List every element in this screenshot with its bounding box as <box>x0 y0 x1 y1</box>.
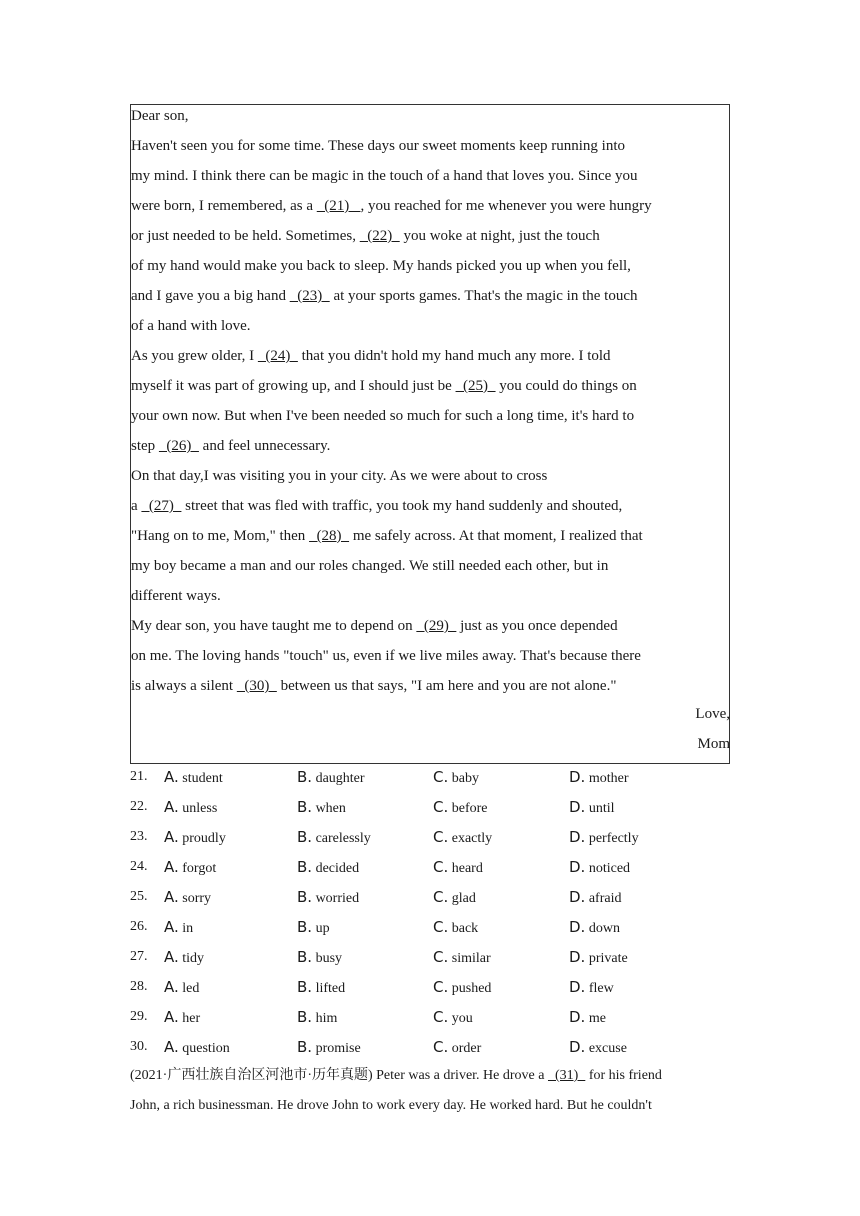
option-letter: D. <box>569 1008 586 1026</box>
passage-text: for his friend <box>585 1068 662 1083</box>
letter-greeting: Dear son, <box>131 108 189 124</box>
option-d <box>569 828 639 848</box>
question-number: 25. <box>130 889 148 904</box>
option-c <box>433 1008 473 1028</box>
option-text: glad <box>451 891 476 906</box>
answer-blank: (23) <box>289 288 330 304</box>
option-letter: D. <box>569 918 586 936</box>
option-text: sorry <box>182 891 212 906</box>
option-a <box>164 858 216 878</box>
answer-blank: (29) <box>416 618 457 634</box>
line-text: on me. The loving hands "touch" us, even if we live miles away. That's because there <box>131 648 641 664</box>
option-text: mother <box>588 771 629 786</box>
option-c <box>433 948 491 968</box>
answer-blank: (28) <box>309 528 350 544</box>
option-letter: D. <box>569 888 586 906</box>
option-text: in <box>182 921 194 936</box>
option-text: excuse <box>588 1041 627 1056</box>
option-d <box>569 768 628 788</box>
line-text: of a hand with love. <box>131 318 251 334</box>
option-text: tidy <box>182 951 205 966</box>
option-text: led <box>182 981 200 996</box>
line-text: you woke at night, just the touch <box>399 228 600 244</box>
option-letter: C. <box>433 768 449 786</box>
option-letter: D. <box>569 798 586 816</box>
option-text: heard <box>451 861 483 876</box>
option-letter: A. <box>164 858 179 876</box>
letter-line <box>131 166 638 186</box>
letter-line <box>131 526 643 546</box>
option-b <box>297 888 359 908</box>
option-letter: D. <box>569 858 586 876</box>
option-letter: B. <box>297 858 313 876</box>
option-text: when <box>315 801 346 816</box>
option-text: until <box>588 801 615 816</box>
letter-signature: Mom <box>697 736 730 752</box>
option-letter: C. <box>433 888 449 906</box>
option-c <box>433 918 478 938</box>
option-b <box>297 948 342 968</box>
option-a <box>164 948 204 968</box>
option-letter: A. <box>164 978 179 996</box>
option-b <box>297 1008 337 1028</box>
option-text: promise <box>315 1041 361 1056</box>
question-number: 21. <box>130 769 148 784</box>
option-a <box>164 1038 230 1058</box>
option-text: baby <box>451 771 479 786</box>
option-b <box>297 1038 361 1058</box>
letter-line <box>131 136 625 156</box>
answer-blank: (27) <box>141 498 182 514</box>
option-d <box>569 858 630 878</box>
option-b <box>297 828 371 848</box>
line-text: is always a silent <box>131 678 237 694</box>
line-text: me safely across. At that moment, I realized that <box>349 528 643 544</box>
option-letter: A. <box>164 1038 179 1056</box>
option-d <box>569 948 628 968</box>
option-letter: D. <box>569 828 586 846</box>
option-b <box>297 798 346 818</box>
option-letter: A. <box>164 1008 179 1026</box>
option-c <box>433 1038 481 1058</box>
option-text: flew <box>588 981 614 996</box>
letter-line <box>131 646 641 666</box>
option-letter: C. <box>433 948 449 966</box>
option-letter: C. <box>433 828 449 846</box>
option-text: before <box>451 801 488 816</box>
answer-blank: (25) <box>455 378 496 394</box>
option-text: order <box>451 1041 482 1056</box>
line-text: between us that says, "I am here and you are not alone." <box>276 678 617 694</box>
option-d <box>569 918 620 938</box>
option-letter: D. <box>569 948 586 966</box>
option-letter: C. <box>433 978 449 996</box>
line-text: As you grew older, I <box>131 348 258 364</box>
option-b <box>297 918 330 938</box>
option-letter: B. <box>297 1038 313 1056</box>
line-text: my mind. I think there can be magic in the touch of a hand that loves you. Since you <box>131 168 638 184</box>
option-d <box>569 1038 627 1058</box>
letter-line <box>131 226 600 246</box>
option-b <box>297 978 345 998</box>
option-text: pushed <box>451 981 492 996</box>
option-text: question <box>182 1041 230 1056</box>
passage-line <box>130 1066 662 1086</box>
letter-line <box>131 286 637 306</box>
letter-line <box>131 346 611 366</box>
line-text: On that day,I was visiting you in your city. As we were about to cross <box>131 468 548 484</box>
letter-closing: Love, <box>695 706 730 722</box>
option-letter: D. <box>569 1038 586 1056</box>
option-letter: C. <box>433 798 449 816</box>
option-text: exactly <box>451 831 493 846</box>
option-letter: B. <box>297 828 313 846</box>
option-letter: B. <box>297 918 313 936</box>
line-text: you could do things on <box>495 378 637 394</box>
answer-blank: (30) <box>236 678 277 694</box>
line-text: step <box>131 438 159 454</box>
option-letter: A. <box>164 798 179 816</box>
option-text: carelessly <box>315 831 371 846</box>
option-d <box>569 798 615 818</box>
line-text: and feel unnecessary. <box>198 438 331 454</box>
question-number: 30. <box>130 1039 148 1054</box>
answer-blank: (26) <box>158 438 199 454</box>
line-text: were born, I remembered, as a <box>131 198 317 214</box>
option-a <box>164 1008 200 1028</box>
line-text: just as you once depended <box>456 618 618 634</box>
letter-line <box>131 496 622 516</box>
option-letter: B. <box>297 948 313 966</box>
option-text: daughter <box>315 771 365 786</box>
option-letter: A. <box>164 768 179 786</box>
letter-line <box>131 466 547 486</box>
option-text: me <box>588 1011 606 1026</box>
letter-line <box>131 196 652 216</box>
line-text: your own now. But when I've been needed so much for such a long time, it's hard to <box>131 408 635 424</box>
option-a <box>164 918 193 938</box>
option-letter: D. <box>569 978 586 996</box>
option-text: down <box>588 921 620 936</box>
line-text: Haven't seen you for some time. These days our sweet moments keep running into <box>131 138 625 154</box>
option-b <box>297 858 359 878</box>
option-text: noticed <box>588 861 631 876</box>
option-a <box>164 798 217 818</box>
option-letter: C. <box>433 1038 449 1056</box>
line-text: at your sports games. That's the magic in the touch <box>329 288 638 304</box>
answer-blank: (21) <box>316 198 361 214</box>
option-a <box>164 828 226 848</box>
letter-line <box>131 406 634 426</box>
letter-line <box>131 556 608 576</box>
option-letter: A. <box>164 828 179 846</box>
option-text: proudly <box>182 831 226 846</box>
option-text: up <box>315 921 330 936</box>
letter-line <box>131 586 221 606</box>
option-text: back <box>451 921 479 936</box>
line-text: different ways. <box>131 588 221 604</box>
option-text: him <box>315 1011 338 1026</box>
option-letter: C. <box>433 858 449 876</box>
question-number: 27. <box>130 949 148 964</box>
question-number: 23. <box>130 829 148 844</box>
letter-line <box>131 436 330 456</box>
line-text: or just needed to be held. Sometimes, <box>131 228 360 244</box>
line-text: My dear son, you have taught me to depend on <box>131 618 417 634</box>
option-letter: B. <box>297 768 313 786</box>
option-text: decided <box>315 861 360 876</box>
option-letter: A. <box>164 888 179 906</box>
letter-line <box>131 316 251 336</box>
line-text: a <box>131 498 142 514</box>
option-text: busy <box>315 951 343 966</box>
option-letter: D. <box>569 768 586 786</box>
line-text: street that was fled with traffic, you took my hand suddenly and shouted, <box>181 498 623 514</box>
option-text: forgot <box>182 861 217 876</box>
answer-blank: (22) <box>359 228 400 244</box>
option-c <box>433 828 492 848</box>
option-c <box>433 768 479 788</box>
option-letter: B. <box>297 1008 313 1026</box>
option-letter: A. <box>164 948 179 966</box>
option-c <box>433 858 483 878</box>
option-letter: C. <box>433 1008 449 1026</box>
option-text: you <box>451 1011 473 1026</box>
option-c <box>433 888 476 908</box>
question-number: 24. <box>130 859 148 874</box>
answer-blank: (24) <box>257 348 298 364</box>
option-a <box>164 978 199 998</box>
question-number: 29. <box>130 1009 148 1024</box>
letter-line <box>131 676 616 696</box>
line-text: that you didn't hold my hand much any more. I told <box>297 348 611 364</box>
option-a <box>164 888 211 908</box>
option-text: perfectly <box>588 831 639 846</box>
option-text: similar <box>451 951 491 966</box>
option-d <box>569 978 614 998</box>
option-text: worried <box>315 891 360 906</box>
line-text: of my hand would make you back to sleep. My hands picked you up when you fell, <box>131 258 631 274</box>
option-text: unless <box>182 801 218 816</box>
passage-line: John, a rich businessman. He drove John to work every day. He worked hard. But he couldn't <box>130 1098 652 1113</box>
line-text: , you reached for me whenever you were hungry <box>360 198 652 214</box>
option-text: student <box>182 771 223 786</box>
letter-line <box>131 256 631 276</box>
option-text: private <box>588 951 628 966</box>
answer-blank: (31) <box>547 1068 586 1083</box>
line-text: and I gave you a big hand <box>131 288 290 304</box>
option-text: her <box>182 1011 201 1026</box>
option-letter: B. <box>297 888 313 906</box>
letter-line <box>131 616 618 636</box>
option-c <box>433 798 488 818</box>
option-letter: B. <box>297 978 313 996</box>
option-d <box>569 1008 606 1028</box>
question-number: 28. <box>130 979 148 994</box>
letter-line <box>131 376 637 396</box>
passage-text: (2021·广西壮族自治区河池市·历年真题) Peter was a driver. He drove a <box>130 1068 548 1083</box>
option-c <box>433 978 491 998</box>
option-b <box>297 768 365 788</box>
line-text: "Hang on to me, Mom," then <box>131 528 310 544</box>
line-text: my boy became a man and our roles changed. We still needed each other, but in <box>131 558 609 574</box>
option-text: lifted <box>315 981 346 996</box>
question-number: 26. <box>130 919 148 934</box>
question-number: 22. <box>130 799 148 814</box>
option-text: afraid <box>588 891 622 906</box>
option-d <box>569 888 621 908</box>
option-letter: A. <box>164 918 179 936</box>
option-letter: B. <box>297 798 313 816</box>
line-text: myself it was part of growing up, and I should just be <box>131 378 456 394</box>
option-letter: C. <box>433 918 449 936</box>
option-a <box>164 768 223 788</box>
